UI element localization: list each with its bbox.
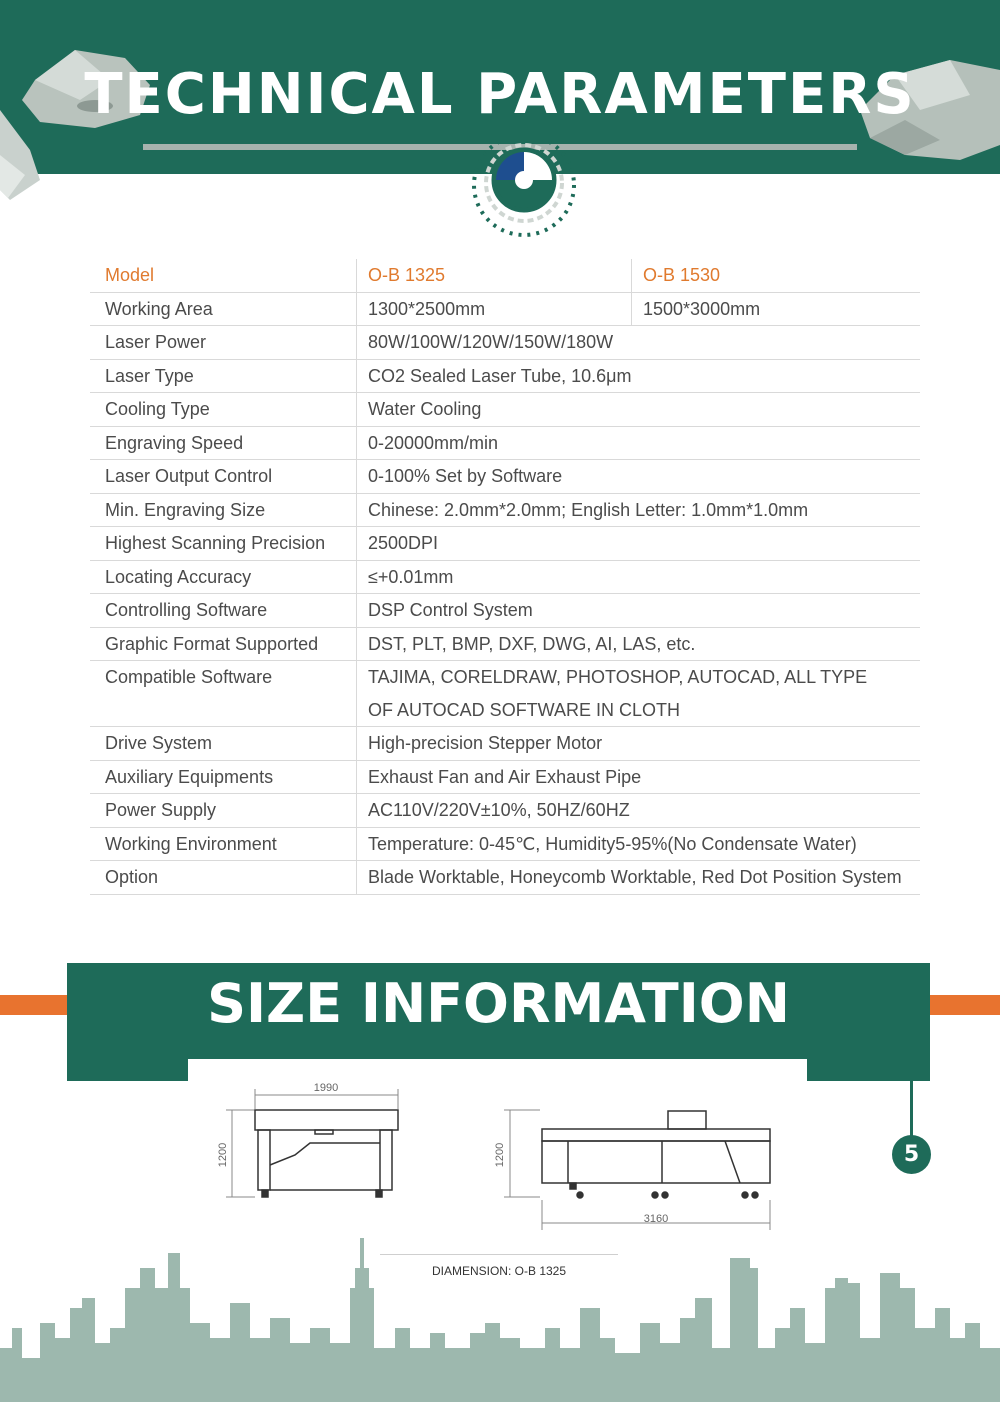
table-row (90, 594, 920, 628)
row-label: Model (90, 259, 357, 292)
accent-bar-left (0, 995, 67, 1015)
row-label: Laser Output Control (90, 460, 357, 494)
row-value: 0-100% Set by Software (357, 460, 921, 494)
row-label: Laser Type (90, 359, 357, 393)
row-value: Water Cooling (357, 393, 921, 427)
city-skyline-illustration (0, 1228, 1000, 1402)
model-o-b-1325: O-B 1325 (357, 259, 632, 292)
table-row (90, 560, 920, 594)
row-label: Power Supply (90, 794, 357, 828)
front-view-drawing (226, 1089, 398, 1197)
row-label: Graphic Format Supported (90, 627, 357, 661)
row-value: ≤+0.01mm (357, 560, 921, 594)
front-width-label: 1990 (313, 1082, 339, 1094)
brand-logo-icon (469, 140, 579, 240)
side-height-label: 1200 (494, 1142, 506, 1168)
table-row (90, 727, 920, 761)
row-value: Exhaust Fan and Air Exhaust Pipe (357, 760, 921, 794)
row-label: Auxiliary Equipments (90, 760, 357, 794)
spec-table (90, 259, 920, 895)
table-row (90, 627, 920, 661)
table-row (90, 861, 920, 895)
page-number-badge: 5 (892, 1135, 931, 1174)
dimension-caption: DIAMENSION: O-B 1325 (431, 1264, 567, 1278)
row-value: TAJIMA, CORELDRAW, PHOTOSHOP, AUTOCAD, ALL TYPE OF AUTOCAD SOFTWARE IN CLOTH (357, 661, 921, 727)
page-marker-line (910, 1080, 913, 1136)
table-row (90, 326, 920, 360)
front-height-label: 1200 (217, 1142, 229, 1168)
row-value: AC110V/220V±10%, 50HZ/60HZ (357, 794, 921, 828)
row-value: 2500DPI (357, 527, 921, 561)
row-label: Working Area (90, 292, 357, 326)
table-row (90, 460, 920, 494)
table-row (90, 827, 920, 861)
row-value: Chinese: 2.0mm*2.0mm; English Letter: 1.0mm*1.0mm (357, 493, 921, 527)
table-row (90, 359, 920, 393)
side-view-drawing (504, 1110, 770, 1230)
row-label: Controlling Software (90, 594, 357, 628)
row-label: Cooling Type (90, 393, 357, 427)
row-value: DSP Control System (357, 594, 921, 628)
row-label: Compatible Software (90, 661, 357, 727)
table-row (90, 661, 920, 727)
table-row (90, 426, 920, 460)
table-row (90, 794, 920, 828)
table-row-model (90, 259, 920, 292)
table-row (90, 760, 920, 794)
model-o-b-1530: O-B 1530 (632, 259, 921, 292)
table-row (90, 527, 920, 561)
table-row-working-area (90, 292, 920, 326)
row-label: Drive System (90, 727, 357, 761)
row-value: 1300*2500mm (357, 292, 632, 326)
row-value: Temperature: 0-45℃, Humidity5-95%(No Condensate Water) (357, 827, 921, 861)
row-value: Blade Worktable, Honeycomb Worktable, Red Dot Position System (357, 861, 921, 895)
row-label: Option (90, 861, 357, 895)
row-label: Highest Scanning Precision (90, 527, 357, 561)
row-value: High-precision Stepper Motor (357, 727, 921, 761)
row-value: 80W/100W/120W/150W/180W (357, 326, 921, 360)
row-value: 0-20000mm/min (357, 426, 921, 460)
table-row (90, 493, 920, 527)
dimension-drawings (200, 1075, 800, 1245)
row-label: Locating Accuracy (90, 560, 357, 594)
row-value: CO2 Sealed Laser Tube, 10.6μm (357, 359, 921, 393)
row-value: DST, PLT, BMP, DXF, DWG, AI, LAS, etc. (357, 627, 921, 661)
page-title: TECHNICAL PARAMETERS (84, 62, 916, 127)
row-label: Working Environment (90, 827, 357, 861)
accent-bar-right (930, 995, 1000, 1015)
row-label: Min. Engraving Size (90, 493, 357, 527)
row-value: 1500*3000mm (632, 292, 921, 326)
row-label: Laser Power (90, 326, 357, 360)
side-length-label: 3160 (643, 1213, 669, 1225)
row-label: Engraving Speed (90, 426, 357, 460)
table-row (90, 393, 920, 427)
size-section-title: SIZE INFORMATION (207, 972, 790, 1035)
